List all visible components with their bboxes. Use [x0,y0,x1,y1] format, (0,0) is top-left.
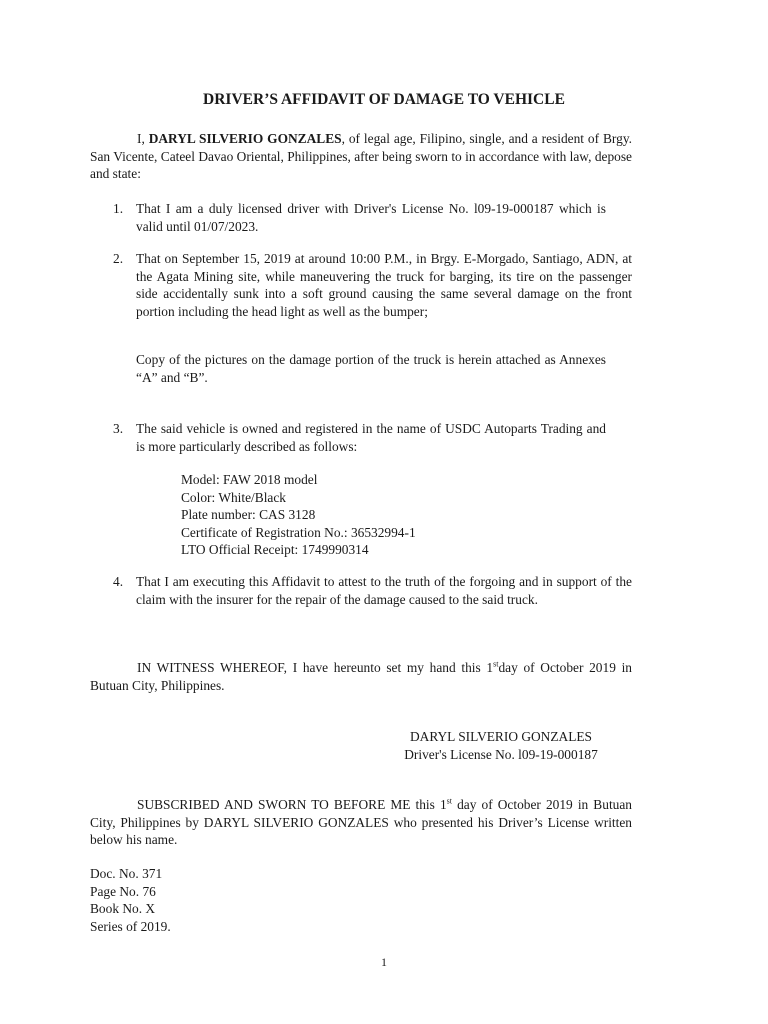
witness-paragraph [90,659,632,694]
vehicle-official-receipt: LTO Official Receipt: 1749990314 [181,542,369,557]
subscribed-ordinal: st [446,796,452,806]
list-item-text: That I am executing this Affidavit to attest to the truth of the forgoing and in support of the claim with the insurer for the repair of the damage caused to the said truck. [136,574,632,607]
list-item-text: That I am a duly licensed driver with Driver's License No. l09-19-000187 which is valid until 01/07/2023. [136,201,606,234]
annex-note-text: Copy of the pictures on the damage portion of the truck is herein attached as Annexes “A” and “B”. [136,352,606,385]
vehicle-color: Color: White/Black [181,489,286,505]
list-item-number: 1. [113,201,124,216]
annex-note [90,351,632,386]
list-item-number: 4. [113,574,124,589]
affiant-name: DARYL SILVERIO GONZALES [148,131,342,146]
book-number: Book No. X [90,901,156,916]
vehicle-details [181,471,601,559]
vehicle-registration: Certificate of Registration No.: 36532994-1 [181,524,416,540]
list-item-4 [90,573,632,608]
intro-prefix: I, [137,131,149,146]
subscribed-paragraph [90,796,632,849]
witness-text-after: day of October 2019 in Butuan City, Philippines. [90,660,632,693]
witness-text-before: IN WITNESS WHEREOF, I have hereunto set my hand this 1 [137,660,494,675]
list-item-number: 2. [113,251,124,266]
page-number: 1 [381,955,387,969]
vehicle-plate-number: Plate number: CAS 3128 [181,507,316,522]
intro-rest: , of legal age, Filipino, single, and a resident of Brgy. San Vicente, Cateel Davao Oriental, Philippines, after being sworn to in accordance with law, depose and state: [90,131,633,181]
signature-block [370,728,632,763]
witness-ordinal: st [493,659,499,669]
doc-number: Doc. No. 371 [90,866,163,881]
subscribed-text-before: SUBSCRIBED AND SWORN TO BEFORE ME this 1 [137,797,447,812]
subscribed-text-after: day of October 2019 in Butuan City, Philippines by DARYL SILVERIO GONZALES who presented his Driver’s License written below his name. [90,797,632,847]
list-item-number: 3. [113,421,124,436]
list-item-2 [90,250,632,320]
page-number-ref: Page No. 76 [90,883,156,899]
signature-name: DARYL SILVERIO GONZALES [409,729,592,744]
list-item-3 [90,420,632,455]
list-item-text: The said vehicle is owned and registered in the name of USDC Autoparts Trading and is more particularly described as follows: [136,421,606,454]
vehicle-model: Model: FAW 2018 model [181,472,318,487]
list-item-text: That on September 15, 2019 at around 10:00 P.M., in Brgy. E-Morgado, Santiago, ADN, at the Agata Mining site, while maneuvering the truck for barging, its tire on the passenger side accidentally sunk into a soft ground causing the same several damage on the front portion including the head light as well as the bumper; [136,251,632,319]
document-title: DRIVER’S AFFIDAVIT OF DAMAGE TO VEHICLE [203,91,565,108]
intro-paragraph [90,130,632,183]
signature-license: Driver's License No. l09-19-000187 [404,746,598,762]
series-year: Series of 2019. [90,918,171,934]
list-item-1 [90,200,632,235]
notarial-doc-info [90,865,171,935]
